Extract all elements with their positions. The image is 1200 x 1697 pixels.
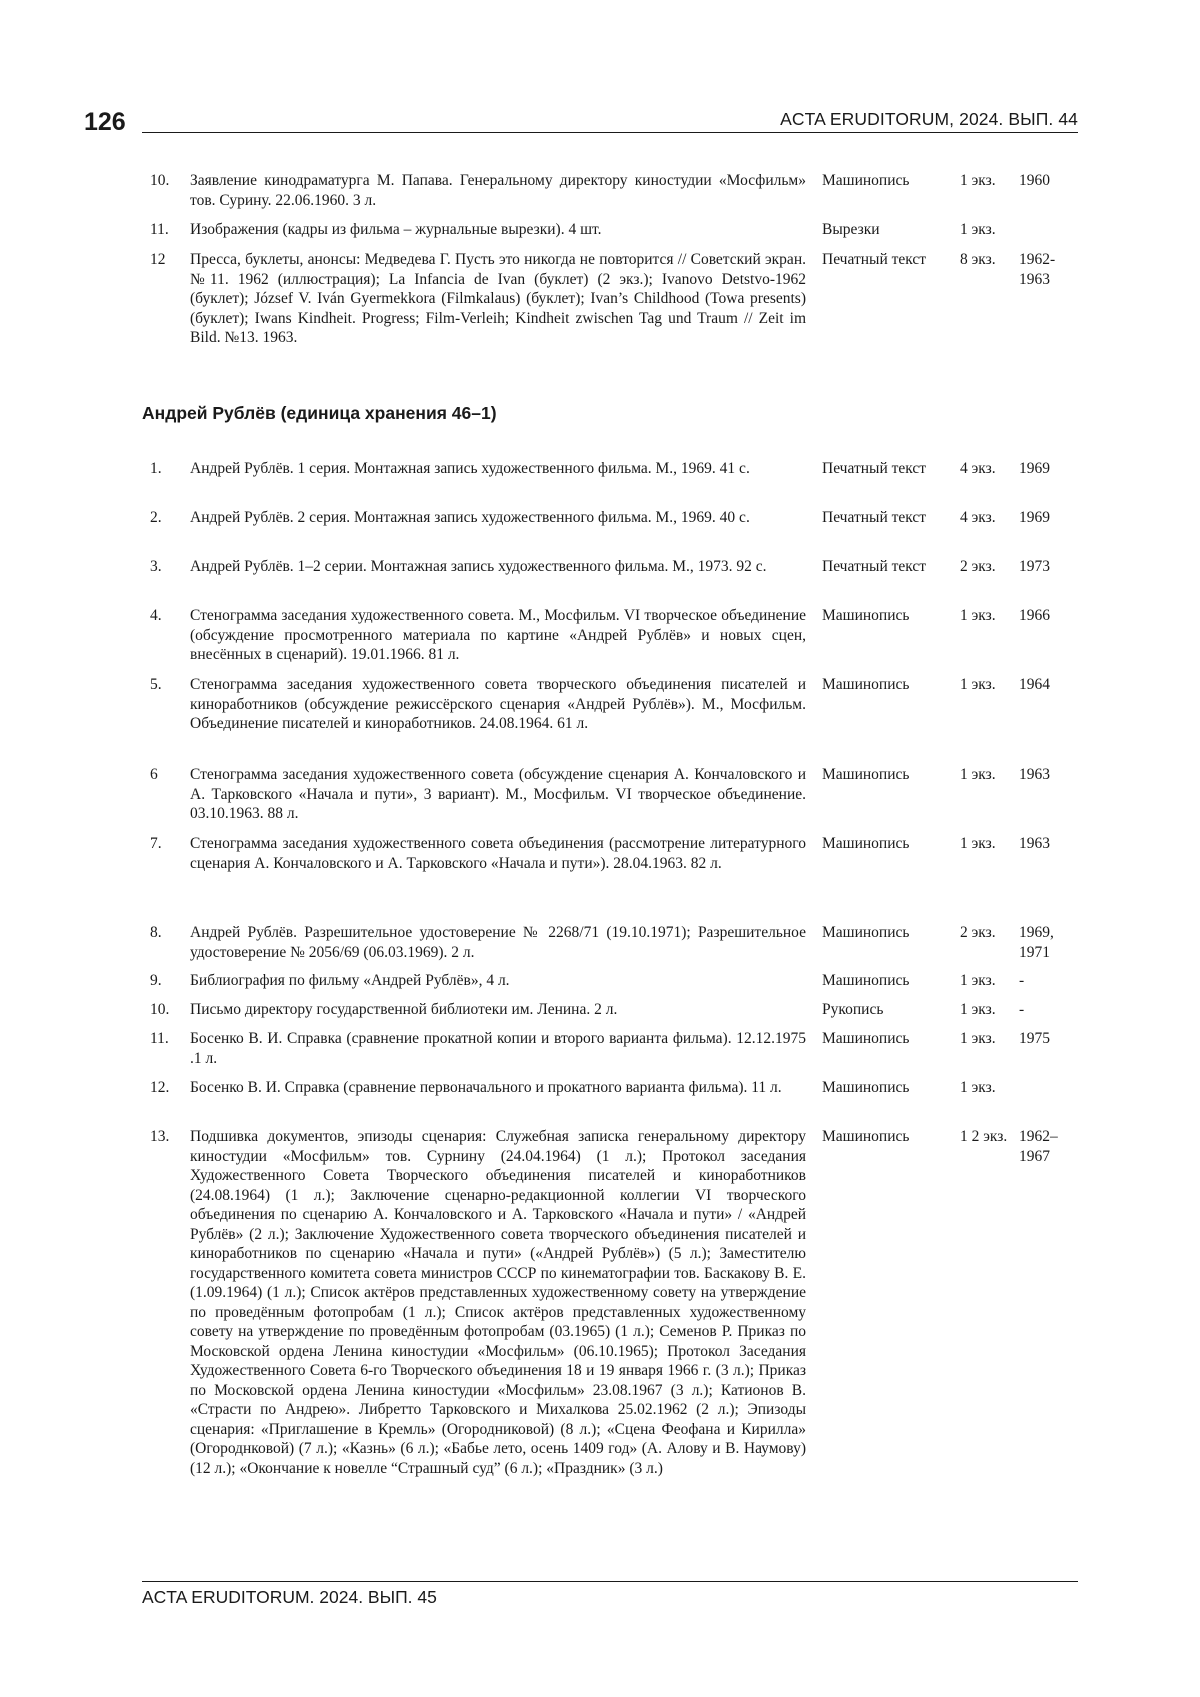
- row-year: -: [1019, 972, 1025, 989]
- running-foot: ACTA ERUDITORUM. 2024. ВЫП. 45: [142, 1587, 437, 1607]
- row-copies: 4 экз.: [960, 509, 996, 526]
- row-number: 2.: [150, 509, 162, 526]
- row-copies: 1 экз.: [960, 1001, 996, 1018]
- row-year: 1963: [1019, 766, 1050, 783]
- row-type: Печатный текст: [822, 558, 927, 575]
- row-copies: 1 экз.: [960, 221, 996, 238]
- row-copies: 2 экз.: [960, 558, 996, 575]
- row-description: Стенограмма заседания художественного совета творческого объединения писателей и кинорабoтников (обсуждение режиссёрского сценария «Андрей Рублёв»). М., Мосфильм. Объединение писателей и киноработников. 24.08.1964. 61 л.: [190, 676, 806, 732]
- running-head: ACTA ERUDITORUM, 2024. ВЫП. 44: [780, 109, 1078, 129]
- row-year: 1962-1963: [1019, 251, 1056, 288]
- row-description: Заявление кинодраматурга М. Папава. Генеральному директору киностудии «Мосфильм» тов. Сурину. 22.06.1960. 3 л.: [190, 172, 806, 209]
- row-description: Андрей Рублёв. 1 серия. Монтажная запись художественного фильма. М., 1969. 41 с.: [190, 460, 750, 477]
- row-copies: 1 экз.: [960, 676, 996, 693]
- row-type: Печатный текст: [822, 460, 927, 477]
- row-type: Машинопись: [822, 835, 910, 852]
- header-rule: [142, 132, 1078, 133]
- page-number: 126: [84, 108, 126, 136]
- footer-rule: [142, 1581, 1078, 1582]
- row-description: Босенко В. И. Справка (сравнение первоначального и прокатного варианта фильма). 11 л.: [190, 1079, 782, 1096]
- row-number: 8.: [150, 924, 162, 941]
- row-copies: 1 экз.: [960, 972, 996, 989]
- row-number: 9.: [150, 972, 162, 989]
- row-type: Машинопись: [822, 766, 910, 783]
- row-number: 13.: [150, 1128, 170, 1145]
- row-year: 1969: [1019, 460, 1050, 477]
- row-description: Стенограмма заседания художественного совета (обсуждение сценария А. Кончаловского и А. Тарковского «Начала и пути», 3 вариант). М., Мосфильм. VI творческое объединение. 03.10.1963. 88 л.: [190, 766, 806, 822]
- row-year: 1962–1967: [1019, 1128, 1058, 1165]
- row-description: Андрей Рублёв. 1–2 серии. Монтажная запись художественного фильма. М., 1973. 92 с.: [190, 558, 767, 575]
- row-number: 10.: [150, 172, 170, 189]
- row-type: Машинопись: [822, 172, 910, 189]
- row-number: 12: [150, 251, 166, 268]
- row-description: Изображения (кадры из фильма – журнальные вырезки). 4 шт.: [190, 221, 602, 238]
- row-number: 7.: [150, 835, 162, 852]
- row-type: Машинопись: [822, 972, 910, 989]
- row-type: Вырезки: [822, 221, 880, 238]
- row-year: 1975: [1019, 1030, 1050, 1047]
- row-number: 11.: [150, 1030, 169, 1047]
- row-number: 3.: [150, 558, 162, 575]
- row-number: 1.: [150, 460, 162, 477]
- row-description: Андрей Рублёв. Разрешительное удостоверение № 2268/71 (19.10.1971); Разрешительное удостоверение № 2056/69 (06.03.1969). 2 л.: [190, 924, 806, 961]
- row-description: Стенограмма заседания художественного совета объединения (рассмотрение литературного сценария А. Кончаловского и А. Тарковского «Начала и пути»). 28.04.1963. 82 л.: [190, 835, 806, 872]
- row-type: Машинопись: [822, 1030, 910, 1047]
- row-type: Машинопись: [822, 676, 910, 693]
- row-description: Стенограмма заседания художественного совета. М., Мосфильм. VI творческое объединение (обсуждение просмотренного материала по картине «Андрей Рублёв» и новых сцен, внесённых в сценарий). 19.01.1966. 81 л.: [190, 607, 806, 663]
- row-type: Машинопись: [822, 1079, 910, 1096]
- row-copies: 2 экз.: [960, 924, 996, 941]
- row-year: 1966: [1019, 607, 1050, 624]
- row-copies: 1 экз.: [960, 1079, 996, 1096]
- row-number: 5.: [150, 676, 162, 693]
- row-year: 1960: [1019, 172, 1050, 189]
- row-type: Печатный текст: [822, 251, 927, 268]
- row-copies: 1 2 экз.: [960, 1128, 1008, 1145]
- row-year: 1963: [1019, 835, 1050, 852]
- row-copies: 1 экз.: [960, 1030, 996, 1047]
- row-copies: 1 экз.: [960, 607, 996, 624]
- row-description: Библиография по фильму «Андрей Рублёв», 4 л.: [190, 972, 510, 989]
- row-type: Печатный текст: [822, 509, 927, 526]
- row-copies: 4 экз.: [960, 460, 996, 477]
- row-type: Машинопись: [822, 924, 910, 941]
- row-description: Пресса, буклеты, анонсы: Медведева Г. Пусть это никогда не повторится // Советский экран.№11. 1962 (иллюстрация); La Infancia de Ivan (буклет) (2 экз.); Ivanovo Detstvo-1962 (буклет); József V. Iván Gyermekkora (Filmkalaus) (буклет); Ivan’s Childhood (Towa presents) (буклет); Iwans Kindheit. Progress; Film-Verleih; Kindheit zwischen Tag und Traum // Zeit im Bild. №13. 1963.: [190, 251, 806, 346]
- row-description: Босенко В. И. Справка (сравнение прокатной копии и второго варианта фильма). 12.12.1975 .1 л.: [190, 1030, 806, 1067]
- row-description: Письмо директору государственной библиотеки им. Ленина. 2 л.: [190, 1001, 618, 1018]
- row-number: 4.: [150, 607, 162, 624]
- row-year: 1973: [1019, 558, 1050, 575]
- row-type: Машинопись: [822, 607, 910, 624]
- row-year: 1964: [1019, 676, 1050, 693]
- row-copies: 8 экз.: [960, 251, 996, 268]
- row-description: Подшивка документов, эпизоды сценария: Служебная записка генеральному директору киностудии «Мосфильм» тов. Сурнину (24.04.1964) (1 л.); Протокол заседания Художественного Совета Творческого объединения писателей и киноработников (24.08.1964) (1 л.); Заключение сценарно-редакционной коллегии VI творческого объединения по сценарию А. Кончаловского и А. Тарковского «Начала и пути» / «Андрей Рублёв» (2 л.); Заключение Художественного совета творческого объединения писателей и киноработников по сценарию «Начала и пути» («Андрей Рублёв») (5 л.); Заместителю государственного комитета совета министров СССР по кинематографии тов. Баскакову В. Е. (1.09.1964) (1 л.); Список актёров представленных художественному совету на утверждение по проведённым фотопробам (1 л.); Список актёров представленных художественному совету на утверждение по проведённым фотопробам (03.1965) (1 л.); Семенов Р. Приказ по Московской ордена Ленина киностудии «Мосфильм» (06.10.1965); Протокол Заседания Художественного Совета 6-го Творческого объединения 18 и 19 января 1966 г. (3 л.); Приказ по Московской ордена Ленина киностудии «Мосфильм» 23.08.1967 (3 л.); Катионов В. «Страсти по Андрею». Либретто Тарковского и Михалкова 25.02.1962 (2 л.); Эпизоды сценария: «Приглашение в Кремль» (Огородниковой) (8 л.); «Сцена Феофана и Кирилла» (Огороднковой) (7 л.); «Казнь» (6 л.); «Бабье лето, осень 1409 год» (А. Алову и В. Наумову) (12 л.); «Окончание к новелле “Страшный суд” (6 л.); «Праздник» (3 л.): [190, 1128, 806, 1477]
- row-description: Андрей Рублёв. 2 серия. Монтажная запись художественного фильма. М., 1969. 40 с.: [190, 509, 750, 526]
- row-year: -: [1019, 1001, 1025, 1018]
- row-type: Рукопись: [822, 1001, 884, 1018]
- row-number: 6: [150, 766, 158, 783]
- row-copies: 1 экз.: [960, 766, 996, 783]
- row-type: Машинопись: [822, 1128, 910, 1145]
- row-copies: 1 экз.: [960, 835, 996, 852]
- row-year: 1969, 1971: [1019, 924, 1054, 961]
- section-title: Андрей Рублёв (единица хранения 46–1): [142, 403, 497, 423]
- row-year: 1969: [1019, 509, 1050, 526]
- row-number: 11.: [150, 221, 169, 238]
- row-number: 12.: [150, 1079, 170, 1096]
- row-number: 10.: [150, 1001, 170, 1018]
- row-copies: 1 экз.: [960, 172, 996, 189]
